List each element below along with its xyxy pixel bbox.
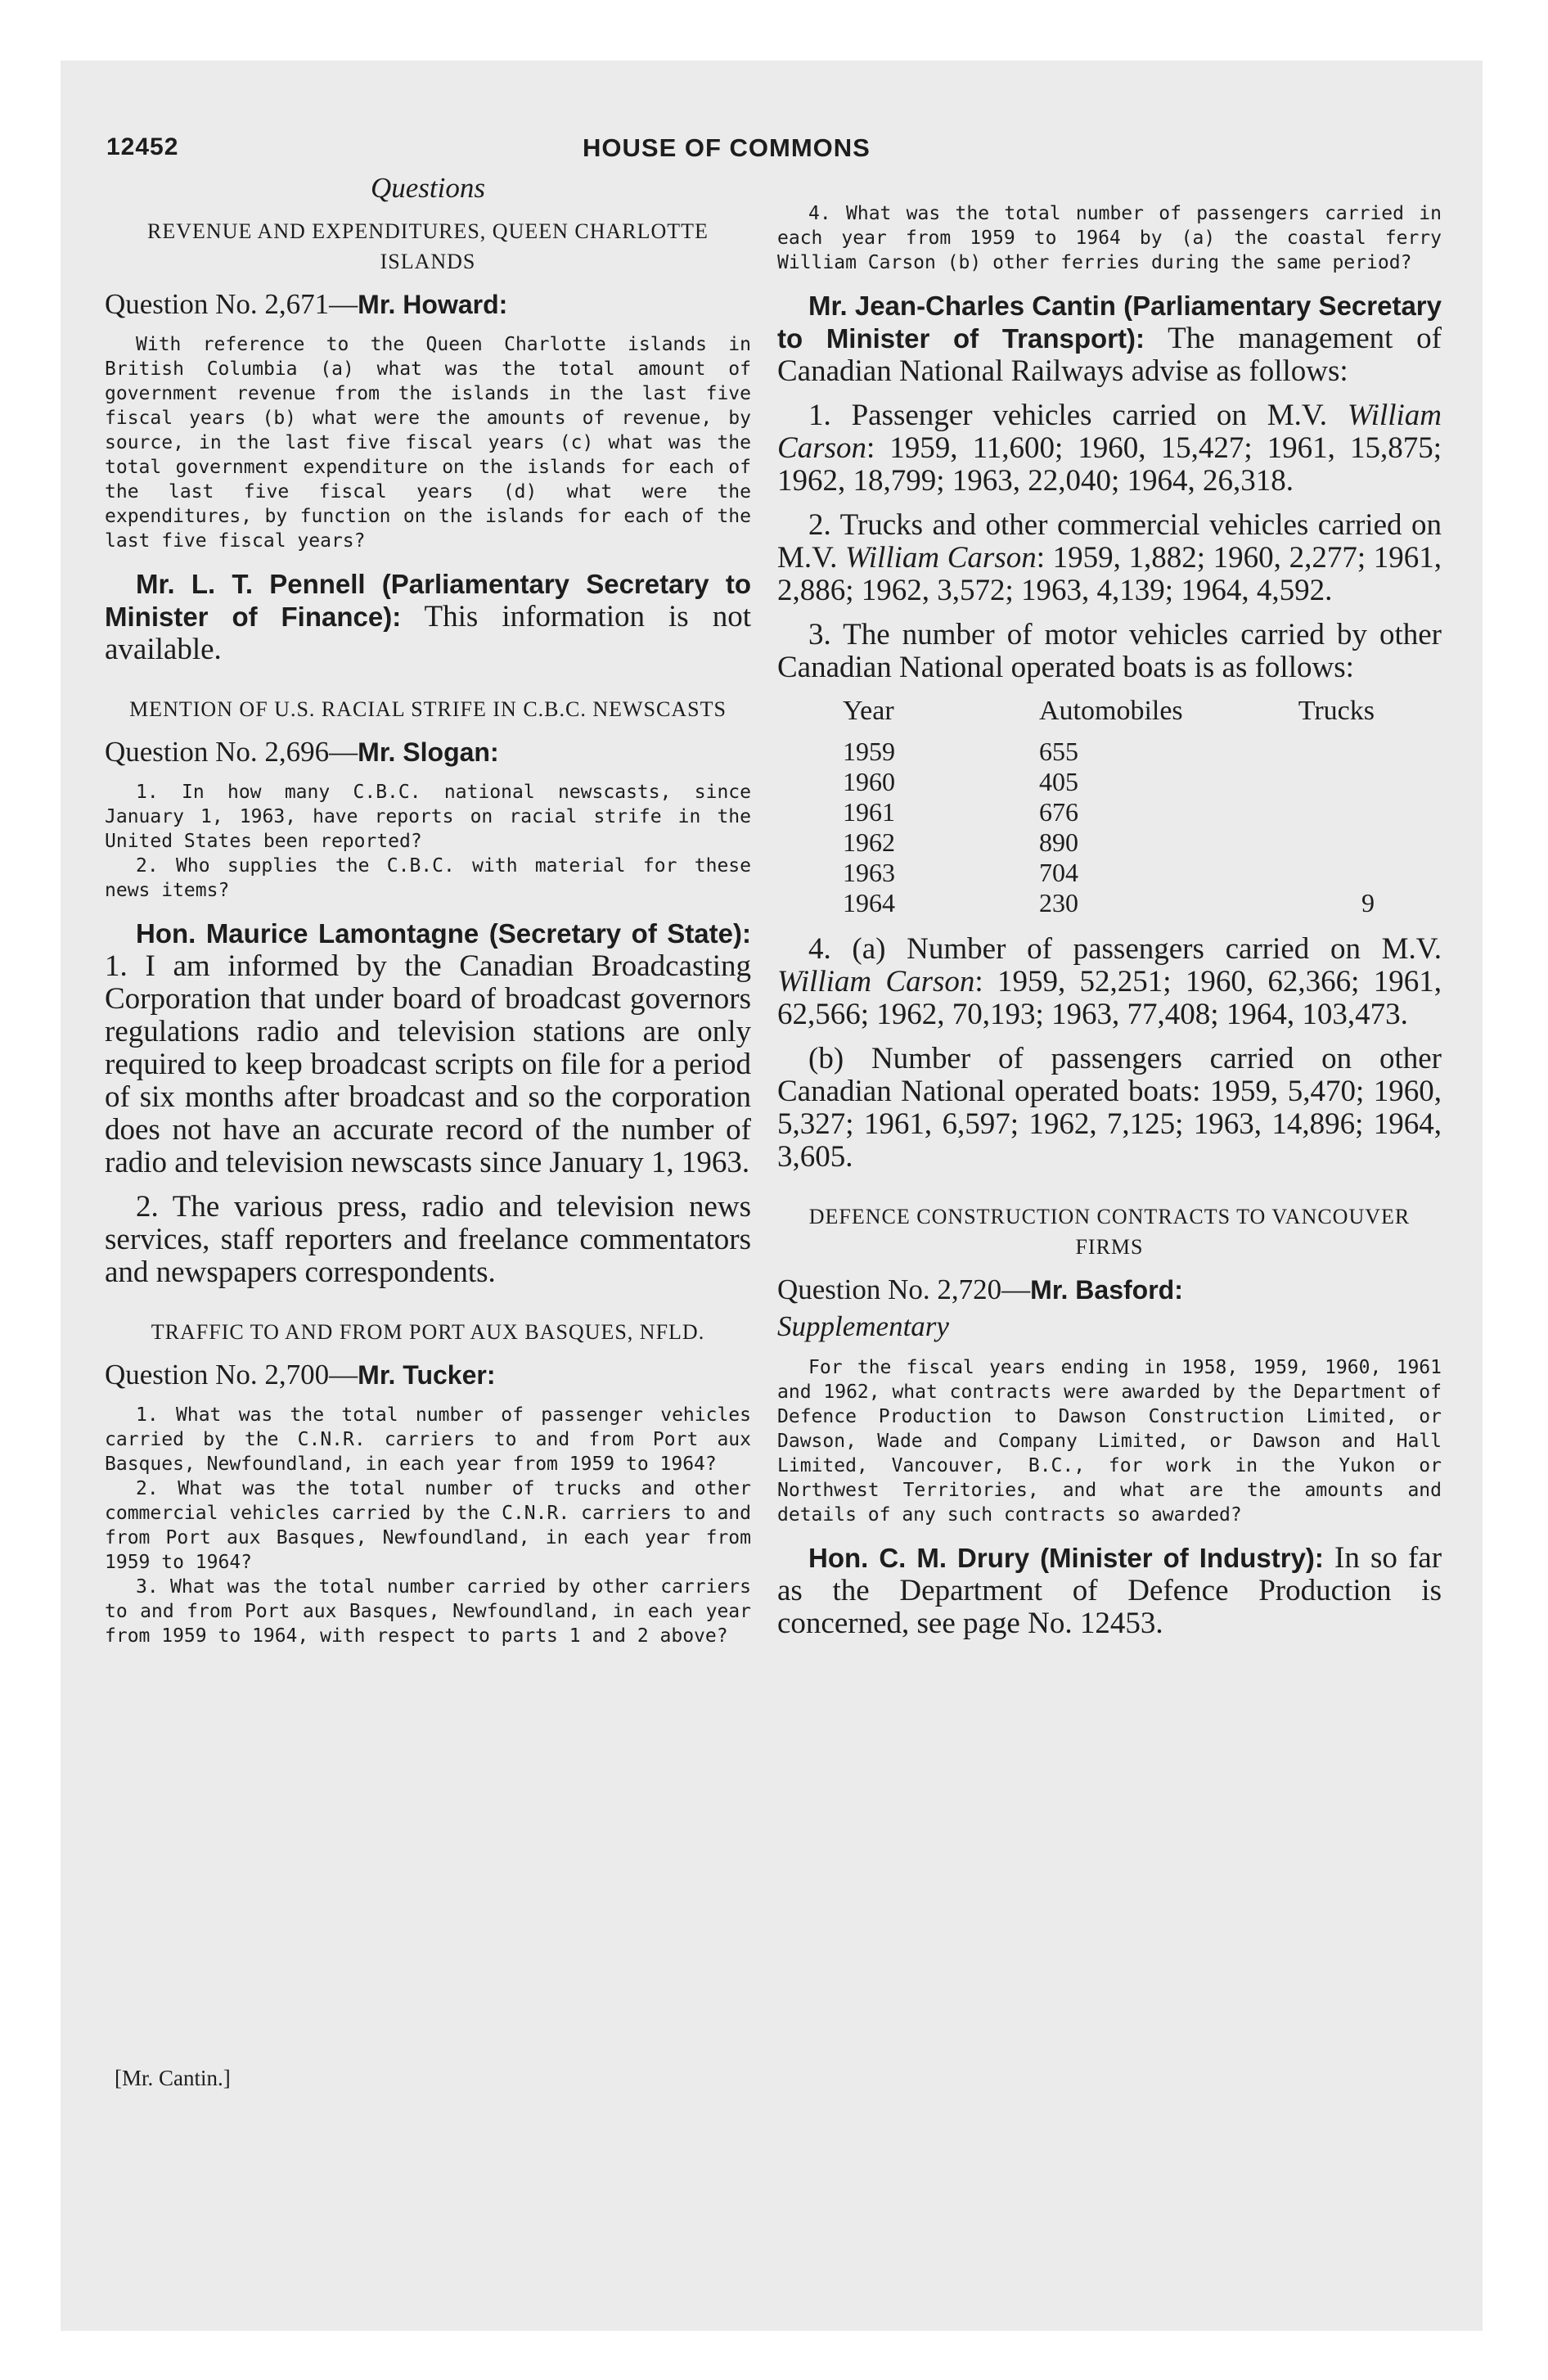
member-name: Mr. Howard: [358, 290, 508, 319]
page-header-title: HOUSE OF COMMONS [583, 133, 871, 162]
answer-text: 1. I am informed by the Canadian Broadcasting Corporation that under board of broadcast governors regulations radio and television stations are only required to keep broadcast scripts on file for a period of six months after broadcast and so the corporation does not have an accurate record of the number of radio and television newscasts since January 1, 1963. [105, 949, 751, 1179]
table-row [843, 858, 1375, 888]
answer [777, 290, 1442, 388]
table-cell: 1960 [843, 767, 895, 796]
answer-paragraph [777, 509, 1442, 607]
speaker-name: Mr. L. T. Pennell (Parliamentary Secretary to Minister of Finance): [105, 569, 751, 632]
table-cell [1293, 767, 1375, 797]
question-text-block [777, 1355, 1442, 1527]
question-title: MENTION OF U.S. RACIAL STRIFE IN C.B.C. NEWSCASTS [129, 697, 727, 721]
table-cell: 1964 [843, 888, 895, 917]
member-name: Mr. Basford: [1030, 1275, 1183, 1305]
question-heading [105, 286, 751, 322]
page-number: 12452 [106, 133, 179, 160]
question-text: For the fiscal years ending in 1958, 1959, 1960, 1961 and 1962, what contracts were awarded by the Department of Defence Production to Dawson Construction Limited, or Dawson, Wade and Company Limited, or Dawson and Hall Limited, Vancouver, B.C., for work in the Yukon or Northwest Territories, and what are the amounts and details of any such contracts so awarded? [777, 1357, 1442, 1526]
question-title: TRAFFIC TO AND FROM PORT AUX BASQUES, NFLD. [151, 1320, 705, 1344]
answer-paragraph: 3. The number of motor vehicles carried by other Canadian National operated boats is as follows: [777, 618, 1442, 684]
member-name: Mr. Slogan: [358, 737, 499, 767]
table-cell: 1959 [843, 737, 895, 766]
question-text: 2. Who supplies the C.B.C. with material for these news items? [105, 855, 751, 901]
answer-text: : 1959, 52,251; 1960, 62,366; 1961, 62,566; 1962, 70,193; 1963, 77,408; 1964, 103,473. [777, 965, 1442, 1031]
column-header-trucks: Trucks [1298, 696, 1375, 726]
question-text-block [105, 1403, 751, 1648]
question-text: 4. What was the total number of passengers carried in each year from 1959 to 1964 by (a) the coastal ferry William Carson (b) other ferries during the same period? [777, 203, 1442, 273]
table-cell: 704 [1039, 858, 1078, 887]
answer-text: This information is not available. [105, 600, 751, 666]
table-row [843, 827, 1375, 858]
table-row [843, 888, 1375, 918]
ship-name: William Carson [844, 541, 1037, 575]
table-cell: 676 [1039, 797, 1078, 827]
answer-text: : 1959, 1,882; 1960, 2,277; 1961, 2,886; 1962, 3,572; 1963, 4,139; 1964, 4,592. [777, 541, 1442, 607]
answer-text: In so far as the Department of Defence Production is concerned, see page No. 12453. [777, 1541, 1442, 1640]
question-heading [105, 734, 751, 770]
question-heading [777, 1272, 1442, 1308]
answer-text: : 1959, 11,600; 1960, 15,427; 1961, 15,875; 1962, 18,799; 1963, 22,040; 1964, 26,318. [777, 431, 1442, 498]
answer-text: The management of Canadian National Railways advise as follows: [777, 322, 1442, 388]
table-cell: 405 [1039, 767, 1078, 796]
table-cell [1293, 827, 1375, 858]
speaker-name: Mr. Jean-Charles Cantin (Parliamentary Secretary to Minister of Transport): [777, 291, 1442, 354]
vehicle-table [843, 696, 1375, 918]
answer [777, 1542, 1442, 1640]
table-cell: 1962 [843, 827, 895, 857]
table-row [843, 767, 1375, 797]
table-cell: 890 [1039, 827, 1078, 857]
ship-name: William Carson [777, 399, 1442, 465]
table-cell [1293, 797, 1375, 827]
table-cell: 1963 [843, 858, 895, 887]
question-text: 2. What was the total number of trucks and other commercial vehicles carried by the C.N.R. carriers to and from Port aux Basques, Newfoundland, in each year from 1959 to 1964? [105, 1478, 751, 1573]
question-title: REVENUE AND EXPENDITURES, QUEEN CHARLOTTE ISLANDS [147, 219, 709, 273]
question-text: With reference to the Queen Charlotte islands in British Columbia (a) what was the total amount of government revenue from the islands in the last five fiscal years (b) what were the amounts of revenue, by source, in the last five fiscal years (c) what was the total government expenditure on the islands for each of the last five fiscal years (d) what were the expenditures, by function on the islands for each of the last five fiscal years? [105, 334, 751, 552]
answer [105, 917, 751, 1179]
table-header-row [843, 696, 1375, 737]
question-number: Question No. 2,671— [105, 288, 358, 320]
table-cell: 230 [1039, 888, 1078, 917]
ship-name: William Carson [777, 965, 975, 998]
table-cell [1293, 737, 1375, 767]
table-cell [1293, 858, 1375, 888]
question-text-block [105, 780, 751, 903]
question-text: 3. What was the total number carried by other carriers to and from Port aux Basques, Newfoundland, in each year from 1959 to 1964, with respect to parts 1 and 2 above? [105, 1576, 751, 1647]
table-row [843, 797, 1375, 827]
answer-paragraph: 2. The various press, radio and television news services, staff reporters and freelance commentators and newspapers correspondents. [105, 1190, 751, 1289]
question-number: Question No. 2,720— [777, 1273, 1031, 1305]
table-cell: 655 [1039, 737, 1078, 766]
column-header-year: Year [843, 696, 894, 726]
question-text: 1. In how many C.B.C. national newscasts, since January 1, 1963, have reports on racial strife in the United States been reported? [105, 782, 751, 852]
answer-text: 1. Passenger vehicles carried on M.V. [808, 399, 1348, 432]
left-column [105, 170, 751, 1663]
answer-paragraph [777, 933, 1442, 1031]
question-text-block [777, 201, 1442, 275]
table-row [843, 737, 1375, 767]
column-header-automobiles: Automobiles [1039, 696, 1183, 726]
table-cell: 1961 [843, 797, 895, 827]
question-heading [105, 1357, 751, 1393]
question-number: Question No. 2,700— [105, 1359, 358, 1391]
supplementary-label: Supplementary [777, 1310, 949, 1342]
running-head [106, 133, 949, 174]
answer-paragraph [777, 399, 1442, 498]
question-title: DEFENCE CONSTRUCTION CONTRACTS TO VANCOUVER FIRMS [808, 1205, 1411, 1259]
table-cell: 9 [1361, 888, 1375, 917]
question-text-block [105, 332, 751, 553]
right-column [777, 201, 1442, 1652]
footer-speaker: [Mr. Cantin.] [115, 2066, 231, 2090]
answer-paragraph: (b) Number of passengers carried on other Canadian National operated boats: 1959, 5,470; 1960, 5,327; 1961, 6,597; 1962, 7,125; 1963, 14,896; 1964, 3,605. [777, 1042, 1442, 1174]
answer [105, 568, 751, 666]
question-number: Question No. 2,696— [105, 736, 358, 768]
speaker-name: Hon. Maurice Lamontagne (Secretary of State): [136, 918, 751, 949]
speaker-name: Hon. C. M. Drury (Minister of Industry): [808, 1543, 1324, 1573]
section-heading: Questions [371, 172, 485, 204]
answer-text: 4. (a) Number of passengers carried on M.V. [808, 932, 1442, 966]
answer-text: 2. Trucks and other commercial vehicles carried on M.V. [777, 508, 1442, 575]
member-name: Mr. Tucker: [358, 1360, 496, 1390]
question-text: 1. What was the total number of passenger vehicles carried by the C.N.R. carriers to and from Port aux Basques, Newfoundland, in each year from 1959 to 1964? [105, 1404, 751, 1475]
